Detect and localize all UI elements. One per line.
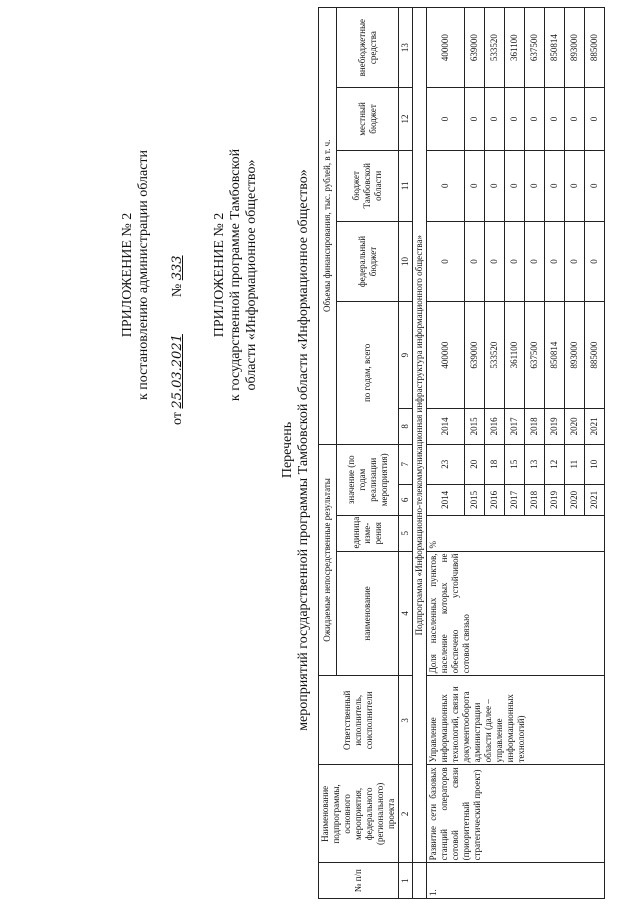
number-prefix: №: [170, 283, 185, 298]
column-number: 5: [399, 515, 413, 551]
result-year: 2015: [465, 484, 485, 515]
finance-local: 0: [485, 88, 505, 150]
resolution-date-line: [170, 25, 186, 525]
finance-federal: 0: [545, 221, 565, 301]
result-year: 2018: [525, 484, 545, 515]
subprogram-no-cell: [413, 863, 427, 899]
finance-local: 0: [465, 88, 485, 150]
finance-total: 885000: [585, 302, 605, 409]
result-year: 2017: [505, 484, 525, 515]
column-number: 13: [399, 8, 413, 88]
item-result: Доля населенных пунктов, население которых не обеспечено устойчивой сотовой связью: [427, 551, 605, 676]
finance-local: 0: [565, 88, 585, 150]
finance-regional: 0: [585, 150, 605, 221]
finance-year: 2014: [427, 409, 465, 445]
appendix-title: ПРИЛОЖЕНИЕ № 2: [120, 212, 135, 338]
finance-local: 0: [585, 88, 605, 150]
header-cell-extra: внебюджетные средства: [337, 8, 399, 88]
resolution-date: 25.03.2021: [170, 334, 185, 409]
finance-total: 893000: [565, 302, 585, 409]
finance-extra: 637500: [525, 8, 545, 88]
header-cell-regional: бюджет Тамбовской области: [337, 150, 399, 221]
finance-year: 2015: [465, 409, 485, 445]
column-number: 10: [399, 221, 413, 301]
header-cell-federal: федеральный бюджет: [337, 221, 399, 301]
finance-local: 0: [427, 88, 465, 150]
finance-extra: 639000: [465, 8, 485, 88]
finance-extra: 533520: [485, 8, 505, 88]
result-value: 13: [525, 444, 545, 484]
column-number: 11: [399, 150, 413, 221]
finance-federal: 0: [505, 221, 525, 301]
finance-total: 639000: [465, 302, 485, 409]
subprogram-title: Подпрограмма «Информационно-телекоммуникационная инфраструктура информационного общества»: [413, 8, 427, 863]
finance-federal: 0: [585, 221, 605, 301]
result-value: 10: [585, 444, 605, 484]
appendix2-title: ПРИЛОЖЕНИЕ № 2: [212, 212, 227, 338]
result-value: 15: [505, 444, 525, 484]
column-numbers-row: [399, 8, 413, 899]
activities-table: [318, 7, 605, 899]
data-rows: [427, 8, 605, 899]
finance-regional: 0: [545, 150, 565, 221]
finance-extra: 893000: [565, 8, 585, 88]
appendix-resolution: к постановлению администрации области: [136, 149, 151, 401]
finance-extra: 885000: [585, 8, 605, 88]
finance-year: 2017: [505, 409, 525, 445]
finance-regional: 0: [485, 150, 505, 221]
result-value: 23: [427, 444, 465, 484]
finance-total: 400000: [427, 302, 465, 409]
finance-total: 637500: [525, 302, 545, 409]
column-number: 9: [399, 302, 413, 409]
date-prefix: от: [170, 412, 185, 425]
finance-federal: 0: [525, 221, 545, 301]
column-number: 1: [399, 863, 413, 899]
table-row: [427, 8, 465, 899]
appendix2-program-line2: области «Информационное общество»: [244, 159, 259, 391]
result-value: 18: [485, 444, 505, 484]
finance-extra: 400000: [427, 8, 465, 88]
header-cell-by-year: по годам, всего: [337, 302, 399, 445]
finance-total: 361100: [505, 302, 525, 409]
resolution-number: 333: [170, 255, 185, 281]
finance-federal: 0: [485, 221, 505, 301]
finance-federal: 0: [427, 221, 465, 301]
finance-regional: 0: [465, 150, 485, 221]
header-cell-name: Наименование подпрограммы, основного мероприятия, федерального (регионального) проекта: [319, 765, 399, 863]
item-name: Развитие сети базовых станций операторов сотовой связи (приоритетный стратегический проект): [427, 765, 605, 863]
header-cell-value: значение (по годам реализации мероприятия): [337, 444, 399, 515]
finance-local: 0: [525, 88, 545, 150]
result-value: 11: [565, 444, 585, 484]
finance-local: 0: [505, 88, 525, 150]
header-group-results: Ожидаемые непосредственные результаты: [319, 444, 337, 676]
finance-extra: 361100: [505, 8, 525, 88]
finance-local: 0: [545, 88, 565, 150]
item-responsible: Управление информационных технологий, связи и документооборота администрации области (далее – управление информационных технологий): [427, 676, 605, 765]
finance-regional: 0: [525, 150, 545, 221]
document-title: [280, 15, 312, 885]
finance-total: 850814: [545, 302, 565, 409]
column-number: 4: [399, 551, 413, 676]
column-number: 2: [399, 765, 413, 863]
title-line1: Перечень: [280, 421, 295, 479]
appendix-heading: [120, 25, 260, 525]
finance-year: 2020: [565, 409, 585, 445]
finance-year: 2021: [585, 409, 605, 445]
column-number: 6: [399, 484, 413, 515]
result-year: 2014: [427, 484, 465, 515]
column-number: 8: [399, 409, 413, 445]
finance-federal: 0: [465, 221, 485, 301]
column-number: 7: [399, 444, 413, 484]
result-year: 2021: [585, 484, 605, 515]
header-cell-no: № п/п: [319, 863, 399, 899]
finance-regional: 0: [565, 150, 585, 221]
finance-total: 533520: [485, 302, 505, 409]
table-header-row-1: [319, 8, 337, 899]
header-cell-local: местный бюджет: [337, 88, 399, 150]
finance-regional: 0: [427, 150, 465, 221]
column-number: 3: [399, 676, 413, 765]
result-year: 2016: [485, 484, 505, 515]
item-unit: %: [427, 515, 605, 551]
result-value: 12: [545, 444, 565, 484]
column-number: 12: [399, 88, 413, 150]
result-value: 20: [465, 444, 485, 484]
title-line2: мероприятий государственной программы Тамбовской области «Информационное общество»: [296, 169, 311, 731]
header-cell-result-name: наименование: [337, 551, 399, 676]
item-number: 1.: [427, 863, 605, 899]
appendix2-program-line1: к государственной программе Тамбовской: [228, 148, 243, 402]
finance-year: 2018: [525, 409, 545, 445]
finance-extra: 850814: [545, 8, 565, 88]
header-group-finance: Объемы финансирования, тыс. рублей, в т. ч.: [319, 8, 337, 445]
result-year: 2019: [545, 484, 565, 515]
finance-year: 2016: [485, 409, 505, 445]
result-year: 2020: [565, 484, 585, 515]
subprogram-row: [413, 8, 427, 899]
finance-regional: 0: [505, 150, 525, 221]
header-cell-unit: единица изме-рения: [337, 515, 399, 551]
header-cell-responsible: Ответственный исполнитель, соисполнители: [319, 676, 399, 765]
finance-year: 2019: [545, 409, 565, 445]
finance-federal: 0: [565, 221, 585, 301]
